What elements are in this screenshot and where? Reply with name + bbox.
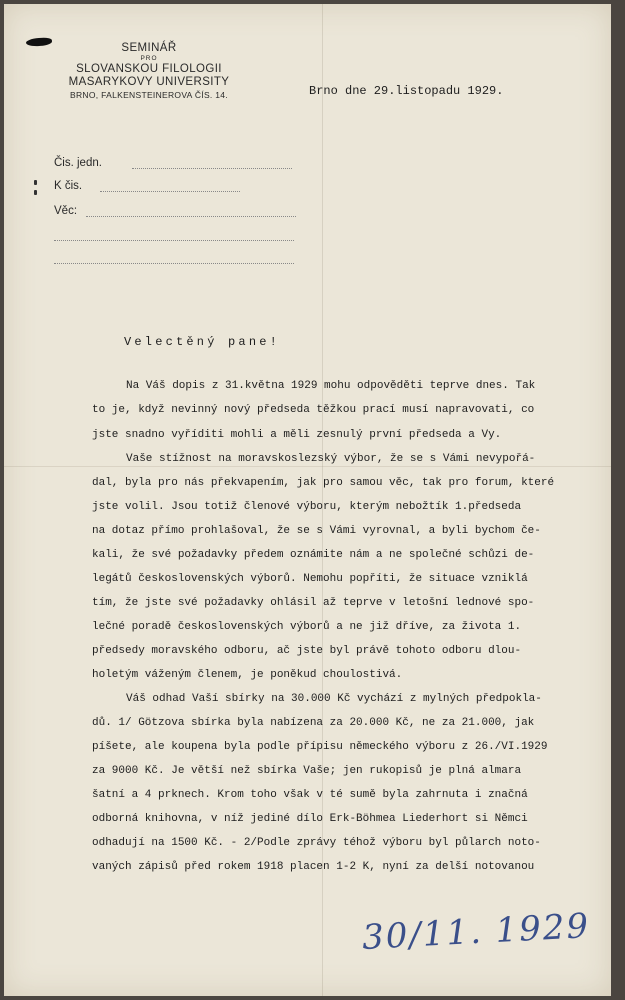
letterhead-university: MASARYKOVY UNIVERSITY (68, 76, 230, 88)
field-k-cis: K čis. (54, 180, 83, 192)
body-line: odborná knihovna, v níž jediné dílo Erk-Böhmea Liederhort si Němci (92, 813, 528, 825)
ink-blot (26, 37, 52, 47)
body-line: píšete, ale koupena byla podle přípisu německého výboru z 26./VI.1929 (92, 741, 548, 753)
body-line: dů. 1/ Götzova sbírka byla nabízena za 20.000 Kč, ne za 21.000, jak (92, 717, 535, 729)
letterhead-department: SLOVANSKOU FILOLOGII (76, 63, 222, 75)
body-line: jste snadno vyříditi mohli a měli zesnulý první předseda a Vy. (92, 429, 502, 441)
margin-mark (34, 190, 37, 195)
field-vec-line-3 (54, 263, 294, 264)
field-k-cis-line (100, 191, 240, 192)
body-line: holetým váženým členem, je poněkud choulostivá. (92, 669, 403, 681)
body-line: předsedy moravského odboru, ač jste byl právě tohoto odboru dlou- (92, 645, 522, 657)
body-line: Na Váš dopis z 31.května 1929 mohu odpověděti teprve dnes. Tak (126, 380, 536, 392)
letterhead-pro: PRO (140, 55, 158, 62)
field-cis-jedn-line (132, 168, 292, 169)
field-cis-jedn: Čis. jedn. (54, 157, 102, 169)
salutation: Velectěný pane! (124, 335, 281, 349)
body-line: legátů československých výborů. Nemohu popříti, že situace vzniklá (92, 573, 528, 585)
body-line: na dotaz přímo prohlašoval, že se s Vámi vyrovnal, a byli bychom če- (92, 525, 541, 537)
field-vec-line-1 (86, 216, 296, 217)
letter-page (4, 4, 611, 996)
body-line: to je, když nevinný nový předseda těžkou prací musí napravovati, co (92, 404, 535, 416)
body-line: odhadují na 1500 Kč. - 2/Podle zprávy téhož výboru byl půlarch noto- (92, 837, 541, 849)
body-line: tím, že jste své požadavky ohlásil až teprve v letošní lednové spo- (92, 597, 535, 609)
body-line: lečné poradě československých výborů a ne již dříve, za života 1. (92, 621, 522, 633)
body-line: vaných zápisů před rokem 1918 placen 1-2 K, nyní za delší notovanou (92, 861, 535, 873)
letterhead (54, 42, 244, 101)
letterhead-seminar: SEMINÁŘ (121, 42, 177, 54)
body-line: jste volil. Jsou totiž členové výboru, kterým nebožtík 1.předseda (92, 501, 522, 513)
body-line: kali, že své požadavky předem oznámite nám a ne společné schůzi de- (92, 549, 535, 561)
body-line: dal, byla pro nás překvapením, jak pro samou věc, tak pro forum, které (92, 477, 555, 489)
letterhead-address: BRNO, FALKENSTEINEROVA ČÍS. 14. (70, 90, 228, 100)
body-line: šatní a 4 prknech. Krom toho však v té sumě byla zahrnuta i značná (92, 789, 528, 801)
body-line: Váš odhad Vaší sbírky na 30.000 Kč vychází z mylných předpokla- (126, 693, 542, 705)
body-line: Vaše stížnost na moravskoslezský výbor, že se s Vámi nevypořá- (126, 453, 536, 465)
margin-mark (34, 180, 37, 185)
body-line: za 9000 Kč. Je větší než sbírka Vaše; jen rukopisů je plná almara (92, 765, 522, 777)
letter-date: Brno dne 29.listopadu 1929. (309, 84, 504, 98)
field-vec-line-2 (54, 240, 294, 241)
handwritten-date-note: 30/11. 1929 (361, 906, 592, 958)
field-vec: Věc: (54, 205, 78, 217)
page-fold-horizontal (4, 466, 611, 467)
